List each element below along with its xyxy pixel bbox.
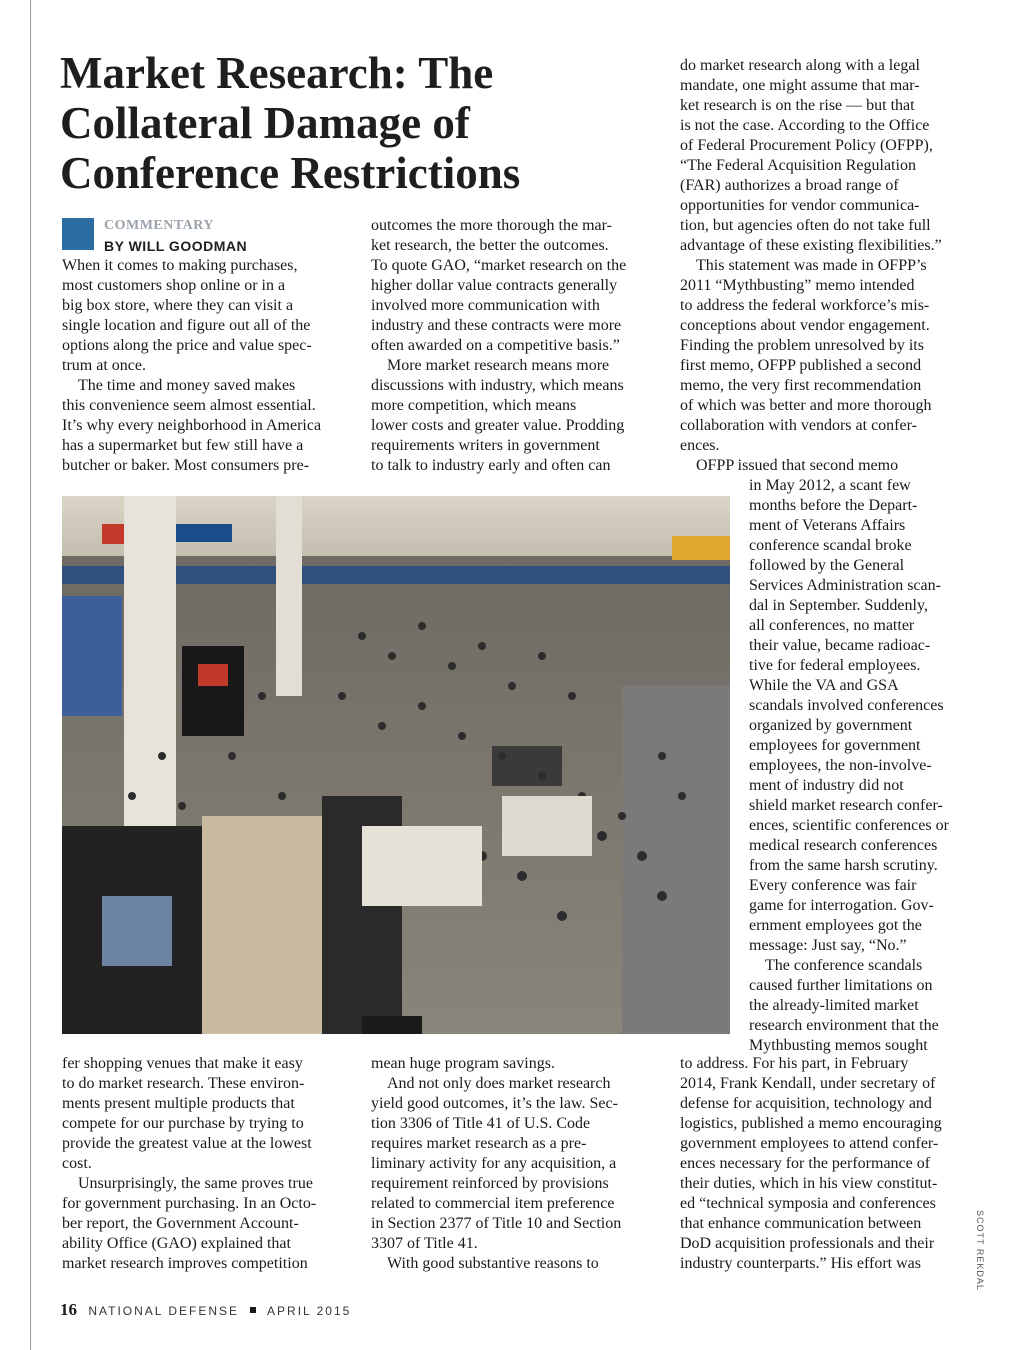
text-line: ket research is on the rise — but that bbox=[680, 97, 915, 114]
text-line: The conference scandals bbox=[765, 957, 923, 974]
column-1-top bbox=[62, 256, 352, 476]
conference-hall-photo bbox=[62, 496, 730, 1034]
text-line: requirements writers in government bbox=[371, 437, 600, 454]
text-line: yield good outcomes, it’s the law. Sec- bbox=[371, 1095, 618, 1112]
text-line: scandals involved conferences bbox=[749, 697, 944, 714]
text-line: all conferences, no matter bbox=[749, 617, 915, 634]
text-line: is not the case. According to the Office bbox=[680, 117, 930, 134]
text-line: fer shopping venues that make it easy bbox=[62, 1055, 303, 1072]
text-line: industry counterparts.” His effort was bbox=[680, 1255, 921, 1272]
text-line: tive for federal employees. bbox=[749, 657, 921, 674]
text-line: big box store, where they can visit a bbox=[62, 297, 294, 314]
text-line: ment of Veterans Affairs bbox=[749, 517, 906, 534]
text-line: mandate, one might assume that mar- bbox=[680, 77, 920, 94]
text-line: ences. bbox=[680, 437, 720, 454]
text-line: do market research along with a legal bbox=[680, 57, 920, 74]
text-line: requirement reinforced by provisions bbox=[371, 1175, 609, 1192]
text-line: And not only does market research bbox=[387, 1075, 611, 1092]
text-line: involved more communication with bbox=[371, 297, 600, 314]
photo-credit: SCOTT REKDAL bbox=[975, 1210, 985, 1291]
publication-name: NATIONAL DEFENSE bbox=[88, 1304, 240, 1318]
text-line: DoD acquisition professionals and their bbox=[680, 1235, 935, 1252]
text-line: lower costs and greater value. Prodding bbox=[371, 417, 625, 434]
text-line: tion, but agencies often do not take full bbox=[680, 217, 931, 234]
text-line: first memo, OFPP published a second bbox=[680, 357, 922, 374]
text-line: ber report, the Government Account- bbox=[62, 1215, 299, 1232]
text-line: Services Administration scan- bbox=[749, 577, 941, 594]
text-line: This statement was made in OFPP’s bbox=[696, 257, 927, 274]
page-margin-rule bbox=[30, 0, 31, 1350]
text-line: for government purchasing. In an Octo- bbox=[62, 1195, 317, 1212]
column-3-top bbox=[680, 56, 970, 476]
text-line: related to commercial item preference bbox=[371, 1195, 615, 1212]
text-line: medical research conferences bbox=[749, 837, 938, 854]
text-line: to talk to industry early and often can bbox=[371, 457, 611, 474]
text-line: dal in September. Suddenly, bbox=[749, 597, 928, 614]
text-line: in Section 2377 of Title 10 and Section bbox=[371, 1215, 622, 1232]
text-line: ences, scientific conferences or bbox=[749, 817, 949, 834]
column-3-bottom bbox=[680, 1054, 970, 1274]
text-line: ed “technical symposia and conferences bbox=[680, 1195, 936, 1212]
text-line: ment of industry did not bbox=[749, 777, 904, 794]
text-line: to address. For his part, in February bbox=[680, 1055, 909, 1072]
text-line: conceptions about vendor engagement. bbox=[680, 317, 930, 334]
text-line: tion 3306 of Title 41 of U.S. Code bbox=[371, 1115, 591, 1132]
text-line: When it comes to making purchases, bbox=[62, 257, 298, 274]
text-line: government employees to attend confer- bbox=[680, 1135, 939, 1152]
text-line: While the VA and GSA bbox=[749, 677, 899, 694]
text-line: “The Federal Acquisition Regulation bbox=[680, 157, 916, 174]
text-line: mean huge program savings. bbox=[371, 1055, 555, 1072]
text-line: followed by the General bbox=[749, 557, 905, 574]
text-line: market research improves competition bbox=[62, 1255, 308, 1272]
text-line: message: Just say, “No.” bbox=[749, 937, 907, 954]
text-line: Finding the problem unresolved by its bbox=[680, 337, 924, 354]
separator-square bbox=[250, 1307, 256, 1313]
text-line: their value, became radioac- bbox=[749, 637, 931, 654]
title-line: Market Research: The bbox=[60, 48, 494, 98]
text-line: Every conference was fair bbox=[749, 877, 917, 894]
text-line: liminary activity for any acquisition, a bbox=[371, 1155, 617, 1172]
text-line: conference scandal broke bbox=[749, 537, 912, 554]
text-line: their duties, which in his view constitut- bbox=[680, 1175, 938, 1192]
text-line: higher dollar value contracts generally bbox=[371, 277, 618, 294]
text-line: industry and these contracts were more bbox=[371, 317, 622, 334]
text-line: It’s why every neighborhood in America bbox=[62, 417, 322, 434]
text-line: requires market research as a pre- bbox=[371, 1135, 587, 1152]
text-line: options along the price and value spec- bbox=[62, 337, 312, 354]
text-line: the already-limited market bbox=[749, 997, 919, 1014]
text-line: employees for government bbox=[749, 737, 921, 754]
text-line: has a supermarket but few still have a bbox=[62, 437, 304, 454]
page-footer bbox=[60, 1300, 351, 1320]
section-marker bbox=[62, 218, 94, 250]
text-line: compete for our purchase by trying to bbox=[62, 1115, 304, 1132]
text-line: discussions with industry, which means bbox=[371, 377, 624, 394]
column-2-bottom bbox=[371, 1054, 661, 1274]
text-line: ket research, the better the outcomes. bbox=[371, 237, 609, 254]
text-line: collaboration with vendors at confer- bbox=[680, 417, 917, 434]
text-line: provide the greatest value at the lowest bbox=[62, 1135, 312, 1152]
text-line: shield market research confer- bbox=[749, 797, 943, 814]
text-line: single location and figure out all of the bbox=[62, 317, 311, 334]
text-line: defense for acquisition, technology and bbox=[680, 1095, 932, 1112]
article-title bbox=[60, 48, 620, 198]
page-number: 16 bbox=[60, 1300, 77, 1319]
text-line: in May 2012, a scant few bbox=[749, 477, 911, 494]
text-line: advantage of these existing flexibilities.” bbox=[680, 237, 942, 254]
text-line: organized by government bbox=[749, 717, 913, 734]
text-line: (FAR) authorizes a broad range of bbox=[680, 177, 899, 194]
text-line: ences necessary for the performance of bbox=[680, 1155, 931, 1172]
text-line: more competition, which means bbox=[371, 397, 577, 414]
title-line: Conference Restrictions bbox=[60, 148, 521, 198]
column-3-wrap bbox=[749, 476, 969, 1056]
text-line: memo, the very first recommendation bbox=[680, 377, 922, 394]
text-line: of which was better and more thorough bbox=[680, 397, 932, 414]
text-line: to address the federal workforce’s mis- bbox=[680, 297, 930, 314]
text-line: With good substantive reasons to bbox=[387, 1255, 599, 1272]
text-line: opportunities for vendor communica- bbox=[680, 197, 920, 214]
text-line: research environment that the bbox=[749, 1017, 939, 1034]
text-line: To quote GAO, “market research on the bbox=[371, 257, 627, 274]
column-1-bottom bbox=[62, 1054, 352, 1274]
text-line: cost. bbox=[62, 1155, 92, 1172]
text-line: 2014, Frank Kendall, under secretary of bbox=[680, 1075, 936, 1092]
section-kicker: COMMENTARY bbox=[104, 218, 215, 233]
text-line: most customers shop online or in a bbox=[62, 277, 286, 294]
column-2-top bbox=[371, 216, 661, 476]
text-line: 3307 of Title 41. bbox=[371, 1235, 478, 1252]
text-line: 2011 “Mythbusting” memo intended bbox=[680, 277, 915, 294]
text-line: caused further limitations on bbox=[749, 977, 933, 994]
text-line: often awarded on a competitive basis.” bbox=[371, 337, 620, 354]
text-line: trum at once. bbox=[62, 357, 146, 374]
text-line: ability Office (GAO) explained that bbox=[62, 1235, 291, 1252]
text-line: from the same harsh scrutiny. bbox=[749, 857, 938, 874]
text-line: Mythbusting memos sought bbox=[749, 1037, 928, 1054]
text-line: months before the Depart- bbox=[749, 497, 918, 514]
text-line: game for interrogation. Gov- bbox=[749, 897, 934, 914]
text-line: OFPP issued that second memo bbox=[696, 457, 899, 474]
title-line: Collateral Damage of bbox=[60, 98, 470, 148]
text-line: this convenience seem almost essential. bbox=[62, 397, 316, 414]
text-line: More market research means more bbox=[387, 357, 610, 374]
text-line: logistics, published a memo encouraging bbox=[680, 1115, 942, 1132]
text-line: employees, the non-involve- bbox=[749, 757, 932, 774]
text-line: outcomes the more thorough the mar- bbox=[371, 217, 612, 234]
text-line: to do market research. These environ- bbox=[62, 1075, 305, 1092]
text-line: ernment employees got the bbox=[749, 917, 922, 934]
text-line: of Federal Procurement Policy (OFPP), bbox=[680, 137, 933, 154]
byline: BY WILL GOODMAN bbox=[104, 238, 248, 254]
text-line: The time and money saved makes bbox=[78, 377, 296, 394]
text-line: ments present multiple products that bbox=[62, 1095, 295, 1112]
text-line: that enhance communication between bbox=[680, 1215, 922, 1232]
issue-date: APRIL 2015 bbox=[267, 1304, 352, 1318]
text-line: Unsurprisingly, the same proves true bbox=[78, 1175, 313, 1192]
text-line: butcher or baker. Most consumers pre- bbox=[62, 457, 310, 474]
